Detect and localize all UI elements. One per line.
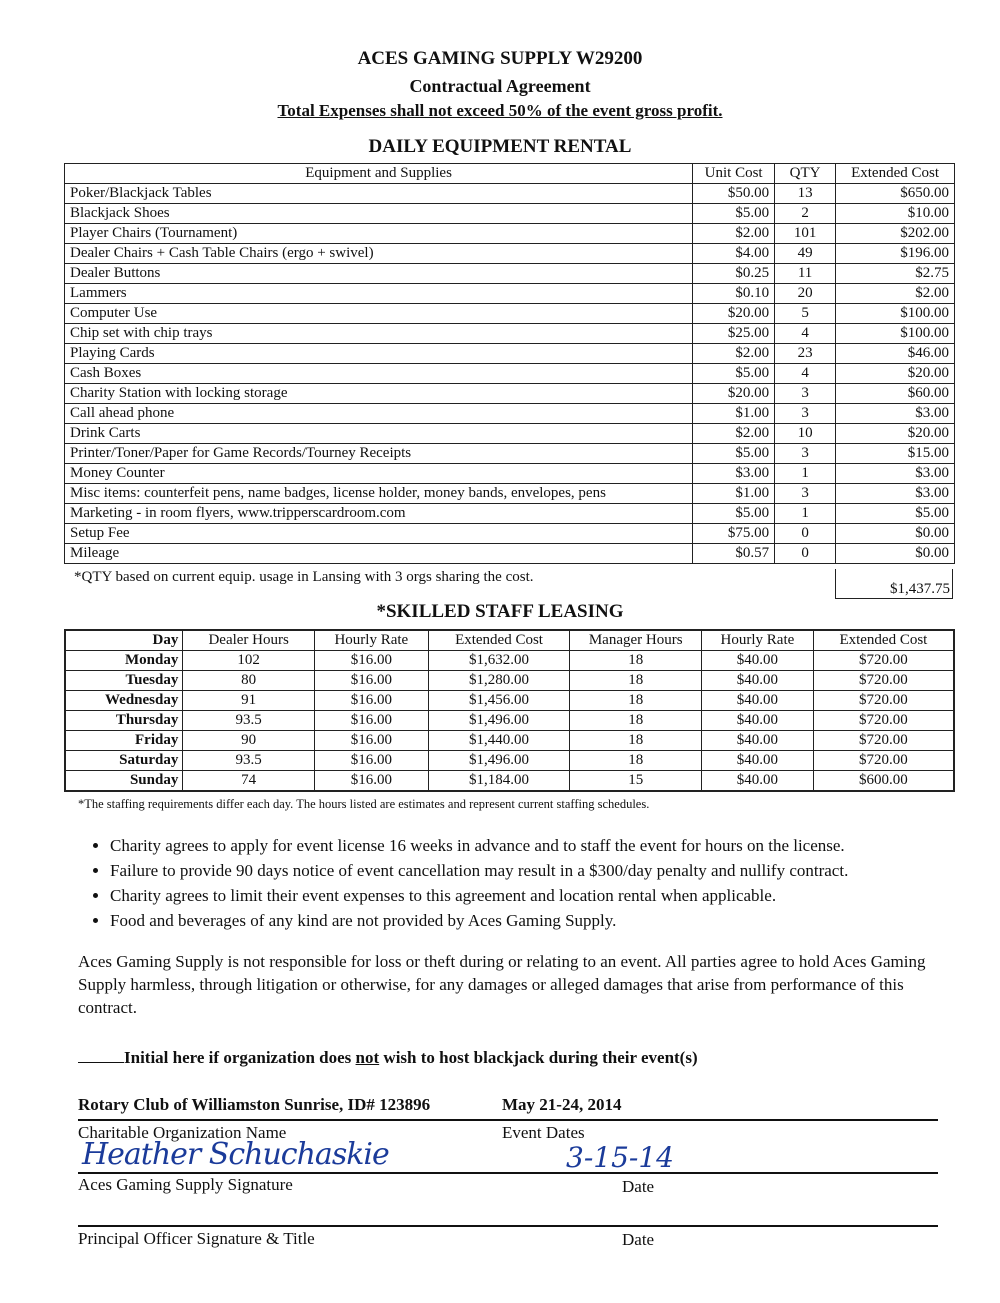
equipment-name: Setup Fee	[65, 524, 693, 544]
manager-extended: $720.00	[813, 751, 954, 771]
unit-cost: $2.00	[693, 224, 775, 244]
manager-rate: $40.00	[702, 691, 814, 711]
unit-cost: $3.00	[693, 464, 775, 484]
staff-row	[65, 651, 954, 671]
org-line	[78, 1119, 938, 1121]
staff-row	[65, 771, 954, 792]
equipment-row	[65, 344, 955, 364]
extended-cost: $46.00	[836, 344, 955, 364]
unit-cost: $2.00	[693, 424, 775, 444]
extended-cost: $20.00	[836, 424, 955, 444]
dealer-hours: 102	[183, 651, 315, 671]
aces-date-label: Date	[622, 1177, 655, 1196]
dates-label: Event Dates	[502, 1123, 585, 1142]
unit-cost: $2.00	[693, 344, 775, 364]
dealer-extended: $1,440.00	[428, 731, 570, 751]
manager-hours: 18	[570, 731, 702, 751]
staff-row	[65, 671, 954, 691]
initial-blank[interactable]	[78, 1048, 124, 1063]
initial-text-post: wish to host blackjack during their event(s)	[379, 1048, 698, 1067]
unit-cost: $75.00	[693, 524, 775, 544]
dealer-rate: $16.00	[314, 671, 428, 691]
extended-cost: $15.00	[836, 444, 955, 464]
unit-cost: $4.00	[693, 244, 775, 264]
unit-cost: $5.00	[693, 204, 775, 224]
manager-hours: 18	[570, 651, 702, 671]
manager-rate: $40.00	[702, 651, 814, 671]
header-dealer-rate: Hourly Rate	[314, 630, 428, 651]
officer-signature-line	[78, 1225, 938, 1227]
manager-hours: 18	[570, 691, 702, 711]
manager-extended: $600.00	[813, 771, 954, 792]
header-unit-cost: Unit Cost	[693, 164, 775, 184]
equipment-row	[65, 524, 955, 544]
extended-cost: $100.00	[836, 304, 955, 324]
dealer-rate: $16.00	[314, 711, 428, 731]
equipment-name: Printer/Toner/Paper for Game Records/Tourney Receipts	[65, 444, 693, 464]
aces-signature: Heather Schuchaskie	[82, 1137, 389, 1172]
equipment-name: Blackjack Shoes	[65, 204, 693, 224]
equipment-name: Call ahead phone	[65, 404, 693, 424]
term-item: • Charity agrees to limit their event expenses to this agreement and location rental when applicable.	[110, 886, 990, 906]
equipment-name: Money Counter	[65, 464, 693, 484]
extended-cost: $3.00	[836, 464, 955, 484]
equipment-row	[65, 504, 955, 524]
extended-cost: $10.00	[836, 204, 955, 224]
event-dates-value: May 21-24, 2014	[502, 1095, 622, 1114]
unit-cost: $1.00	[693, 484, 775, 504]
dealer-extended: $1,632.00	[428, 651, 570, 671]
unit-cost: $0.10	[693, 284, 775, 304]
initial-text-emph: not	[355, 1048, 380, 1067]
qty-note: *QTY based on current equip. usage in Lansing with 3 orgs sharing the cost.	[74, 569, 534, 585]
equipment-row	[65, 464, 955, 484]
qty: 3	[775, 484, 836, 504]
qty: 1	[775, 464, 836, 484]
equipment-name: Poker/Blackjack Tables	[65, 184, 693, 204]
equipment-row	[65, 184, 955, 204]
staff-section-title: *SKILLED STAFF LEASING	[376, 601, 624, 622]
extended-cost: $100.00	[836, 324, 955, 344]
equipment-name: Dealer Chairs + Cash Table Chairs (ergo + swivel)	[65, 244, 693, 264]
dealer-extended: $1,496.00	[428, 751, 570, 771]
manager-rate: $40.00	[702, 751, 814, 771]
org-label: Charitable Organization Name	[78, 1123, 287, 1142]
header-manager-extended: Extended Cost	[813, 630, 954, 651]
extended-cost: $20.00	[836, 364, 955, 384]
dealer-extended: $1,456.00	[428, 691, 570, 711]
terms-list	[78, 836, 990, 936]
header-qty: QTY	[775, 164, 836, 184]
equipment-row	[65, 224, 955, 244]
dealer-hours: 74	[183, 771, 315, 792]
unit-cost: $20.00	[693, 304, 775, 324]
dealer-hours: 93.5	[183, 711, 315, 731]
staffing-note: *The staffing requirements differ each day. The hours listed are estimates and represent current staffing schedules.	[78, 797, 650, 811]
extended-cost: $2.00	[836, 284, 955, 304]
unit-cost: $5.00	[693, 364, 775, 384]
header-manager-rate: Hourly Rate	[702, 630, 814, 651]
manager-rate: $40.00	[702, 671, 814, 691]
day: Wednesday	[65, 691, 183, 711]
staff-header-row	[65, 630, 954, 651]
manager-extended: $720.00	[813, 691, 954, 711]
equipment-row	[65, 204, 955, 224]
day: Friday	[65, 731, 183, 751]
dealer-hours: 80	[183, 671, 315, 691]
qty: 2	[775, 204, 836, 224]
qty: 3	[775, 444, 836, 464]
qty: 101	[775, 224, 836, 244]
manager-rate: $40.00	[702, 711, 814, 731]
equipment-header-row	[65, 164, 955, 184]
unit-cost: $0.57	[693, 544, 775, 564]
header-day: Day	[65, 630, 183, 651]
manager-hours: 18	[570, 751, 702, 771]
liability-paragraph: Aces Gaming Supply is not responsible for loss or theft during or relating to an event. All parties agree to hold Aces Gaming Supply harmless, through litigation or otherwise, for any damages or alleged damages that arise from performance of this contract.	[78, 952, 926, 1017]
unit-cost: $25.00	[693, 324, 775, 344]
equipment-row	[65, 324, 955, 344]
extended-cost: $0.00	[836, 524, 955, 544]
organization-name-value: Rotary Club of Williamston Sunrise, ID# 123896	[78, 1095, 431, 1114]
extended-cost: $196.00	[836, 244, 955, 264]
extended-cost: $3.00	[836, 404, 955, 424]
document-type: Contractual Agreement	[409, 76, 591, 96]
header-dealer-hours: Dealer Hours	[183, 630, 315, 651]
dealer-extended: $1,280.00	[428, 671, 570, 691]
qty: 23	[775, 344, 836, 364]
dealer-rate: $16.00	[314, 771, 428, 792]
equipment-name: Charity Station with locking storage	[65, 384, 693, 404]
header-manager-hours: Manager Hours	[570, 630, 702, 651]
equipment-row	[65, 544, 955, 564]
equipment-name: Lammers	[65, 284, 693, 304]
aces-signature-line	[78, 1172, 938, 1174]
term-item: • Charity agrees to apply for event license 16 weeks in advance and to staff the event for hours on the license.	[110, 836, 990, 856]
officer-signature-label: Principal Officer Signature & Title	[78, 1229, 315, 1248]
manager-extended: $720.00	[813, 671, 954, 691]
initial-text-pre: Initial here if organization does	[124, 1048, 356, 1067]
extended-cost: $2.75	[836, 264, 955, 284]
extended-cost: $0.00	[836, 544, 955, 564]
rental-section-title: DAILY EQUIPMENT RENTAL	[368, 136, 632, 157]
equipment-name: Dealer Buttons	[65, 264, 693, 284]
day: Sunday	[65, 771, 183, 792]
officer-date-label: Date	[622, 1230, 655, 1249]
extended-cost: $5.00	[836, 504, 955, 524]
manager-extended: $720.00	[813, 731, 954, 751]
equipment-row	[65, 304, 955, 324]
expense-limit-note: Total Expenses shall not exceed 50% of the event gross profit.	[277, 101, 723, 120]
day: Monday	[65, 651, 183, 671]
dealer-extended: $1,184.00	[428, 771, 570, 792]
manager-hours: 15	[570, 771, 702, 792]
day: Tuesday	[65, 671, 183, 691]
equipment-name: Misc items: counterfeit pens, name badges, license holder, money bands, envelopes, pens	[65, 484, 693, 504]
equipment-name: Drink Carts	[65, 424, 693, 444]
equipment-name: Player Chairs (Tournament)	[65, 224, 693, 244]
staff-table	[64, 629, 955, 792]
staff-row	[65, 751, 954, 771]
header-dealer-extended: Extended Cost	[428, 630, 570, 651]
unit-cost: $50.00	[693, 184, 775, 204]
term-item: • Failure to provide 90 days notice of event cancellation may result in a $300/day penalty and nullify contract.	[110, 861, 990, 881]
equipment-total: $1,437.75	[835, 569, 953, 599]
equipment-row	[65, 244, 955, 264]
dealer-rate: $16.00	[314, 751, 428, 771]
unit-cost: $5.00	[693, 444, 775, 464]
dealer-rate: $16.00	[314, 691, 428, 711]
day: Saturday	[65, 751, 183, 771]
dealer-extended: $1,496.00	[428, 711, 570, 731]
header-extended-cost: Extended Cost	[836, 164, 955, 184]
dealer-hours: 90	[183, 731, 315, 751]
qty: 1	[775, 504, 836, 524]
unit-cost: $0.25	[693, 264, 775, 284]
equipment-row	[65, 444, 955, 464]
qty: 20	[775, 284, 836, 304]
equipment-row	[65, 284, 955, 304]
equipment-name: Mileage	[65, 544, 693, 564]
day: Thursday	[65, 711, 183, 731]
term-item: • Food and beverages of any kind are not provided by Aces Gaming Supply.	[110, 911, 990, 931]
qty: 10	[775, 424, 836, 444]
qty: 4	[775, 324, 836, 344]
qty: 11	[775, 264, 836, 284]
extended-cost: $650.00	[836, 184, 955, 204]
manager-extended: $720.00	[813, 651, 954, 671]
equipment-row	[65, 404, 955, 424]
extended-cost: $60.00	[836, 384, 955, 404]
manager-rate: $40.00	[702, 731, 814, 751]
qty: 49	[775, 244, 836, 264]
company-title: ACES GAMING SUPPLY W29200	[357, 48, 643, 69]
qty: 0	[775, 544, 836, 564]
dealer-hours: 93.5	[183, 751, 315, 771]
equipment-row	[65, 384, 955, 404]
dealer-hours: 91	[183, 691, 315, 711]
staff-row	[65, 731, 954, 751]
dealer-rate: $16.00	[314, 651, 428, 671]
staff-row	[65, 691, 954, 711]
equipment-name: Playing Cards	[65, 344, 693, 364]
header-equipment: Equipment and Supplies	[65, 164, 693, 184]
unit-cost: $5.00	[693, 504, 775, 524]
manager-extended: $720.00	[813, 711, 954, 731]
manager-hours: 18	[570, 671, 702, 691]
equipment-row	[65, 264, 955, 284]
unit-cost: $20.00	[693, 384, 775, 404]
equipment-row	[65, 364, 955, 384]
equipment-name: Chip set with chip trays	[65, 324, 693, 344]
qty: 3	[775, 404, 836, 424]
extended-cost: $202.00	[836, 224, 955, 244]
qty: 5	[775, 304, 836, 324]
extended-cost: $3.00	[836, 484, 955, 504]
qty: 13	[775, 184, 836, 204]
equipment-name: Computer Use	[65, 304, 693, 324]
manager-rate: $40.00	[702, 771, 814, 792]
equipment-table	[64, 163, 955, 564]
equipment-row	[65, 424, 955, 444]
qty: 4	[775, 364, 836, 384]
staff-row	[65, 711, 954, 731]
dealer-rate: $16.00	[314, 731, 428, 751]
qty: 0	[775, 524, 836, 544]
equipment-name: Marketing - in room flyers, www.tripperscardroom.com	[65, 504, 693, 524]
equipment-name: Cash Boxes	[65, 364, 693, 384]
aces-signature-label: Aces Gaming Supply Signature	[78, 1175, 293, 1194]
qty: 3	[775, 384, 836, 404]
blackjack-initial-line	[78, 1048, 698, 1068]
unit-cost: $1.00	[693, 404, 775, 424]
equipment-row	[65, 484, 955, 504]
aces-signature-date: 3-15-14	[566, 1141, 674, 1174]
manager-hours: 18	[570, 711, 702, 731]
